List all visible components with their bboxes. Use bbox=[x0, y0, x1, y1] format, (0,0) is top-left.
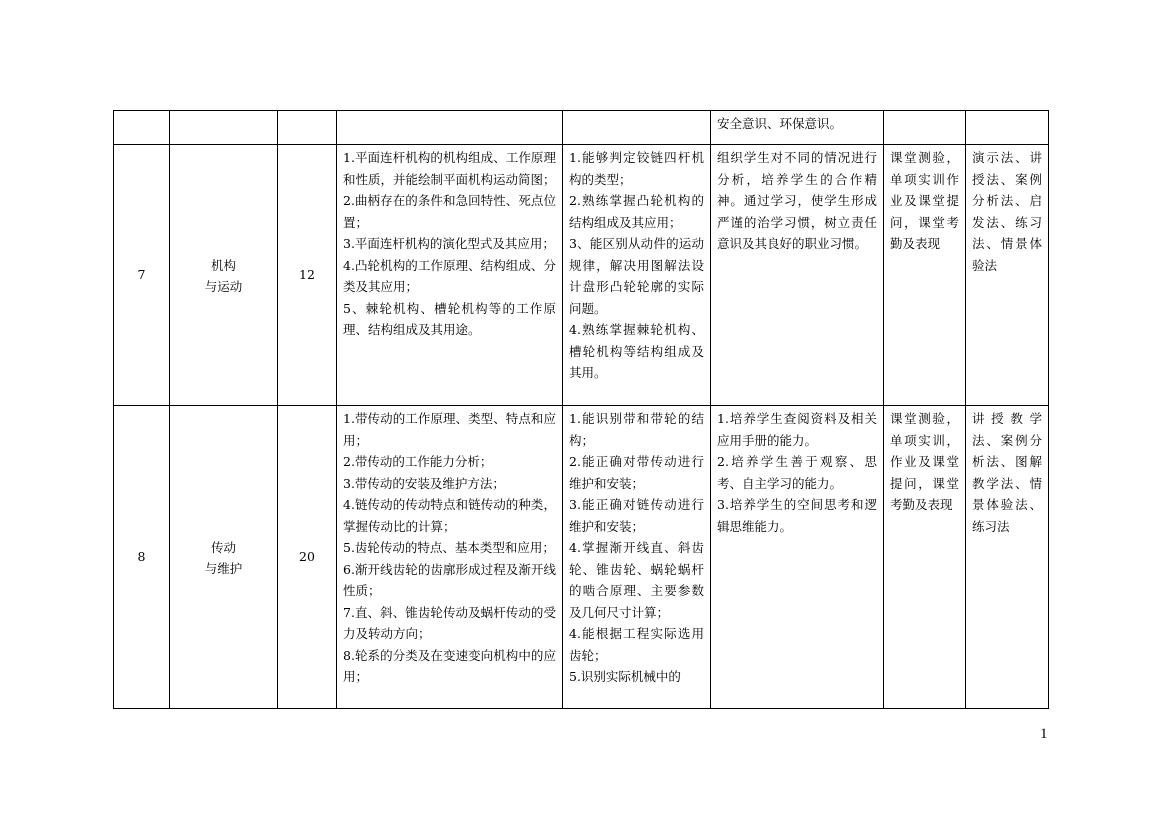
course-name-cell bbox=[170, 145, 278, 406]
assessment-text: 课堂测验，单项实训，作业及课堂提问，课堂考勤及表现 bbox=[890, 411, 959, 512]
skill-item: 1.能够判定铰链四杆机构的类型； bbox=[569, 150, 704, 187]
content-cell bbox=[337, 406, 563, 709]
hours-cell bbox=[278, 111, 337, 145]
content-item: 2.曲柄存在的条件和急回特性、死点位置； bbox=[343, 193, 556, 230]
skill-item: 4.能根据工程实际选用齿轮； bbox=[569, 626, 704, 663]
skills-cell bbox=[563, 145, 711, 406]
table-row bbox=[114, 111, 1049, 145]
course-name-line: 与维护 bbox=[204, 561, 243, 576]
content-item: 1.带传动的工作原理、类型、特点和应用； bbox=[343, 411, 556, 448]
skill-item: 1.能识别带和带轮的结构； bbox=[569, 411, 704, 448]
method-text: 讲授教学法、案例分析法、图解教学法、情景体验法、练习法 bbox=[972, 411, 1042, 534]
skills-cell bbox=[563, 406, 711, 709]
course-name-cell bbox=[170, 111, 278, 145]
content-item: 5、棘轮机构、槽轮机构等的工作原理、结构组成及其用途。 bbox=[343, 300, 556, 337]
skill-item: 4.掌握渐开线直、斜齿轮、锥齿轮、蜗轮蜗杆的啮合原理、主要参数及几何尺寸计算； bbox=[569, 540, 704, 620]
course-name-line: 与运动 bbox=[204, 279, 243, 294]
course-name-cell bbox=[170, 406, 278, 709]
quality-cell bbox=[711, 406, 884, 709]
skill-item: 2.熟练掌握凸轮机构的结构组成及其应用； bbox=[569, 193, 704, 230]
table-row bbox=[114, 406, 1049, 709]
skill-item: 2.能正确对带传动进行维护和安装； bbox=[569, 454, 704, 491]
content-item: 1.平面连杆机构的机构组成、工作原理和性质，并能绘制平面机构运动简图； bbox=[343, 150, 556, 187]
content-item: 4.凸轮机构的工作原理、结构组成、分类及其应用； bbox=[343, 257, 556, 294]
content-item: 7.直、斜、锥齿轮传动及蜗杆传动的受力及转动方向； bbox=[343, 604, 556, 641]
course-name-line: 传动 bbox=[210, 539, 236, 555]
row-number-cell: 8 bbox=[114, 406, 170, 709]
content-item: 3.平面连杆机构的演化型式及其应用； bbox=[343, 236, 555, 251]
content-item: 3.带传动的安装及维护方法； bbox=[343, 475, 505, 491]
row-number-cell bbox=[114, 111, 170, 145]
method-cell bbox=[966, 145, 1049, 406]
quality-item: 1.培养学生查阅资料及相关应用手册的能力。 bbox=[717, 411, 877, 448]
hours-cell: 20 bbox=[278, 406, 337, 709]
content-item: 5.齿轮传动的特点、基本类型和应用； bbox=[343, 540, 555, 555]
content-item: 8.轮系的分类及在变速变向机构中的应用； bbox=[343, 647, 556, 684]
row-number-cell: 7 bbox=[114, 145, 170, 406]
content-item: 6.渐开线齿轮的齿廓形成过程及渐开线性质； bbox=[343, 561, 556, 598]
skills-cell bbox=[563, 111, 711, 145]
quality-cell bbox=[711, 145, 884, 406]
assessment-cell bbox=[884, 111, 966, 145]
skill-item: 5.识别实际机械中的 bbox=[569, 669, 681, 684]
content-item: 4.链传动的传动特点和链传动的种类，掌握传动比的计算； bbox=[343, 497, 556, 534]
table-row bbox=[114, 145, 1049, 406]
quality-item: 3.培养学生的空间思考和逻辑思维能力。 bbox=[717, 497, 877, 534]
hours-cell: 12 bbox=[278, 145, 337, 406]
quality-text: 组织学生对不同的情况进行分析，培养学生的合作精神。通过学习，使学生形成严谨的治学习惯，树立责任意识及其良好的职业习惯。 bbox=[717, 150, 877, 251]
assessment-cell bbox=[884, 145, 966, 406]
course-name-line: 机构 bbox=[210, 257, 236, 273]
syllabus-table bbox=[113, 110, 1049, 709]
content-cell bbox=[337, 111, 563, 145]
method-text: 演示法、讲授法、案例分析法、启发法、练习法、情景体验法 bbox=[972, 150, 1042, 273]
method-cell bbox=[966, 111, 1049, 145]
page-number: 1 bbox=[1040, 726, 1048, 742]
content-item: 2.带传动的工作能力分析； bbox=[343, 454, 493, 469]
skill-item: 3、能区别从动件的运动规律，解决用图解法设计盘形凸轮轮廓的实际问题。 bbox=[569, 236, 704, 316]
assessment-text: 课堂测验，单项实训作业及课堂提问，课堂考勤及表现 bbox=[890, 150, 959, 251]
assessment-cell bbox=[884, 406, 966, 709]
quality-item: 2.培养学生善于观察、思考、自主学习的能力。 bbox=[717, 454, 877, 491]
quality-cell bbox=[711, 111, 884, 145]
skill-item: 4.熟练掌握棘轮机构、槽轮机构等结构组成及其用。 bbox=[569, 322, 704, 380]
skill-item: 3.能正确对链传动进行维护和安装； bbox=[569, 497, 704, 534]
quality-text: 安全意识、环保意识。 bbox=[717, 116, 843, 131]
method-cell bbox=[966, 406, 1049, 709]
content-cell bbox=[337, 145, 563, 406]
